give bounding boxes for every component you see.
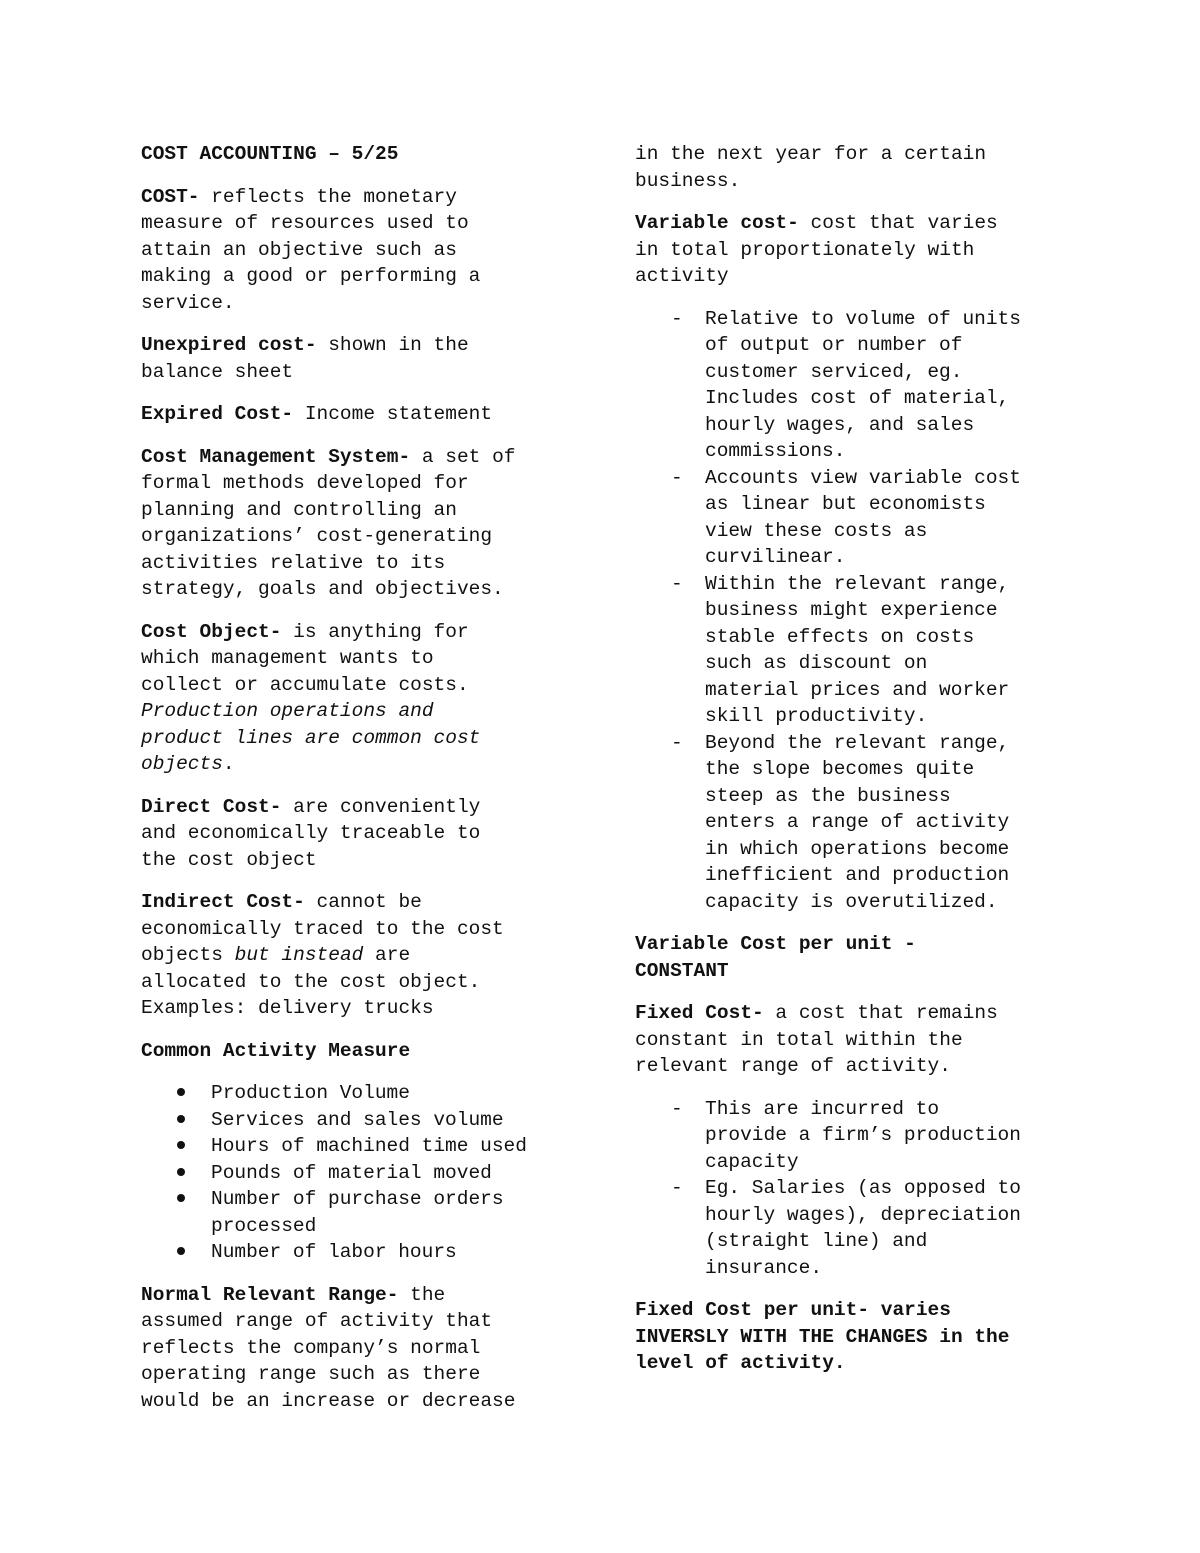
- term: Expired Cost-: [141, 403, 294, 425]
- definition-direct-cost: [141, 794, 581, 874]
- list-item: Hours of machined time used: [141, 1133, 581, 1160]
- list-item: - Relative to volume of units of output or number of customer serviced, eg. Includes cost of material, hourly wages, and sales commissions.: [635, 306, 1075, 465]
- term: Indirect Cost-: [141, 891, 305, 913]
- list-item: Pounds of material moved: [141, 1160, 581, 1187]
- definition-text: Income statement: [293, 403, 493, 425]
- section-heading-activity-measure: Common Activity Measure: [141, 1039, 411, 1062]
- definition-fixed-cost-per-unit: Fixed Cost per unit- varies INVERSLY WITH THE CHANGES in the level of activity.: [635, 1299, 1010, 1374]
- term: Variable Cost per unit: [635, 933, 893, 955]
- definition-normal-relevant-range: [141, 1282, 581, 1415]
- term: Variable cost-: [635, 212, 799, 234]
- list-item: Number of labor hours: [141, 1239, 581, 1266]
- definition-text: cannot be economically traced to the cost objects: [141, 891, 504, 966]
- term: Cost Management System-: [141, 445, 411, 468]
- definition-unexpired-cost: [141, 332, 581, 385]
- term: Normal Relevant Range-: [141, 1283, 399, 1306]
- definition-indirect-cost: Indirect Cost- cannot be economically traced to the cost objects but instead are allocated to the cost object. Examples: delivery trucks: [141, 891, 504, 1019]
- definition-fixed-cost: [635, 1000, 1075, 1080]
- definition-text: shown in the balance sheet: [141, 334, 469, 383]
- definition-cost: [141, 184, 581, 317]
- list-item: Services and sales volume: [141, 1107, 581, 1134]
- definition-cost-object: Cost Object- is anything for which management wants to collect or accumulate costs. Production operations and product lines are common cost objects.: [141, 620, 481, 775]
- italic-text: Production operations and product lines are common cost objects: [141, 700, 481, 775]
- definition-text: are conveniently and economically traceable to the cost object: [141, 795, 481, 871]
- variable-cost-list: [635, 306, 1075, 916]
- definition-text: a set of formal methods developed for planning and controlling an organizations’ cost-generating activities relative to its strategy, goals and objectives.: [141, 445, 516, 600]
- list-item: Number of purchase orders processed: [141, 1186, 581, 1239]
- definition-variable-cost: [635, 210, 1075, 290]
- term: Fixed Cost-: [635, 1002, 764, 1024]
- definition-text: the assumed range of activity that reflects the company’s normal operating range such as there would be an increase or decrease: [141, 1283, 516, 1412]
- list-item: - This are incurred to provide a firm’s production capacity: [635, 1096, 1075, 1176]
- page-title: COST ACCOUNTING – 5/25: [141, 143, 399, 165]
- list-item: - Accounts view variable cost as linear but economists view these costs as curvilinear.: [635, 465, 1075, 571]
- term: Cost Object-: [141, 620, 282, 643]
- definition-text: is anything for which management wants to collect or accumulate costs.: [141, 620, 469, 696]
- definition-cost-management-system: [141, 444, 581, 603]
- italic-text: but instead: [234, 944, 364, 966]
- term: Unexpired cost-: [141, 334, 317, 356]
- activity-measure-list: [141, 1080, 581, 1266]
- definition-text: cost that varies in total proportionately with activity: [635, 212, 998, 287]
- term: COST-: [141, 185, 200, 208]
- right-column: [635, 141, 1075, 1393]
- definition-expired-cost: [141, 401, 581, 428]
- definition-text: reflects the monetary measure of resources used to attain an objective such as making a good or performing a service.: [141, 185, 481, 314]
- continued-text: in the next year for a certain business.: [635, 143, 987, 192]
- definition-variable-cost-per-unit: Variable Cost per unit - CONSTANT: [635, 933, 916, 982]
- definition-text: a cost that remains constant in total within the relevant range of activity.: [635, 1002, 998, 1077]
- left-column: [141, 141, 581, 1430]
- list-item: Production Volume: [141, 1080, 581, 1107]
- list-item: - Within the relevant range, business might experience stable effects on costs such as discount on material prices and worker skill productivity.: [635, 571, 1075, 730]
- fixed-cost-list: [635, 1096, 1075, 1282]
- list-item: - Eg. Salaries (as opposed to hourly wages), depreciation (straight line) and insurance.: [635, 1175, 1075, 1281]
- list-item: - Beyond the relevant range, the slope becomes quite steep as the business enters a range of activity in which operations become inefficient and production capacity is overutilized.: [635, 730, 1075, 916]
- term: Direct Cost-: [141, 795, 282, 818]
